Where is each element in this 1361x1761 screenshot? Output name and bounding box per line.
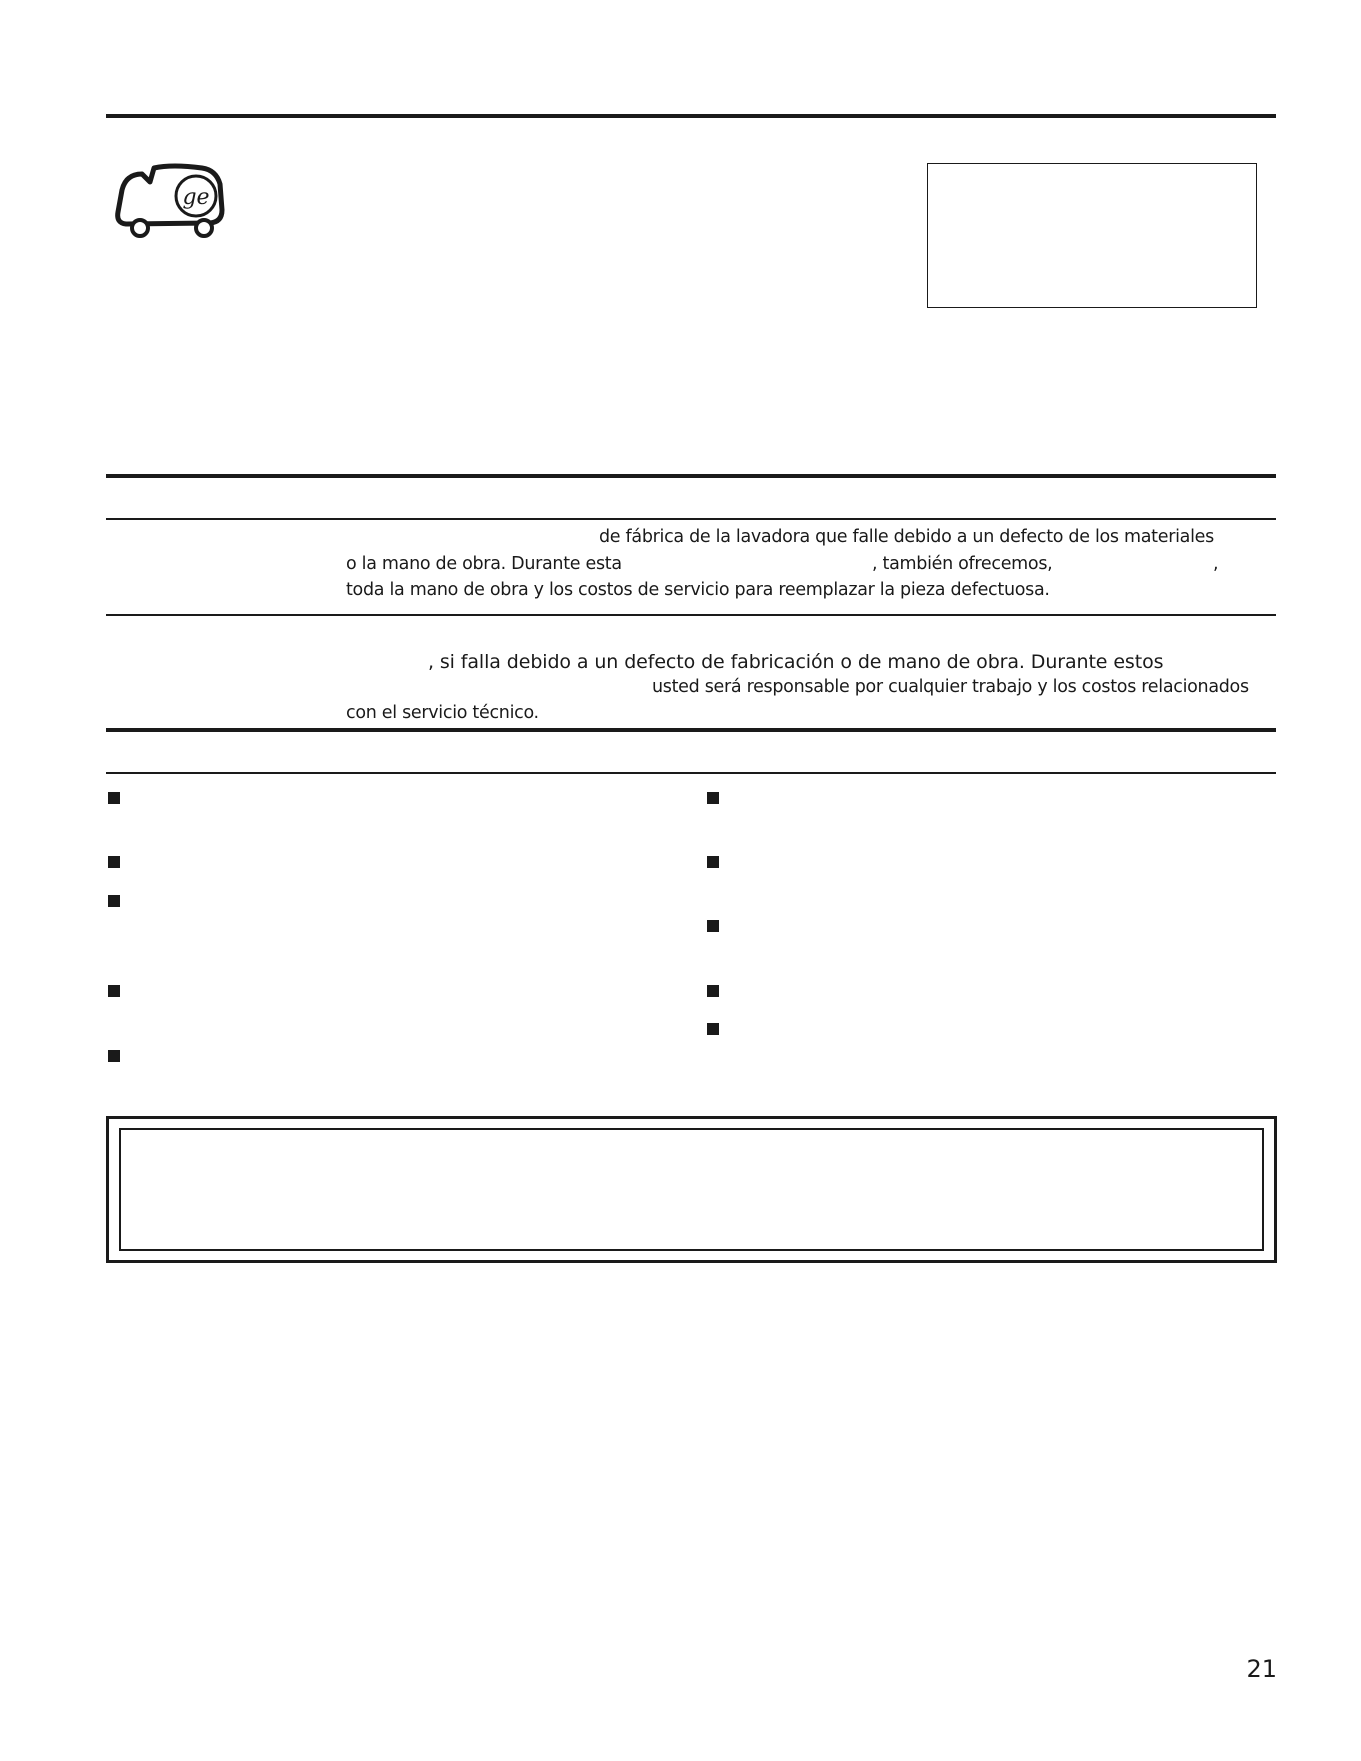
service-truck-icon bbox=[112, 160, 227, 240]
notice-box-inner bbox=[119, 1128, 1264, 1251]
bullet-marker bbox=[707, 920, 719, 932]
svg-text:ge: ge bbox=[182, 185, 210, 210]
bullet-marker bbox=[108, 856, 120, 868]
bullet-marker bbox=[108, 985, 120, 997]
section-rule bbox=[106, 474, 1276, 478]
warranty-text-line: toda la mano de obra y los costos de servicio para reemplazar la pieza defectuosa. bbox=[346, 580, 1050, 600]
warranty-text-line: usted será responsable por cualquier trabajo y los costos relacionados bbox=[652, 677, 1249, 697]
top-rule bbox=[106, 114, 1276, 118]
bullet-marker bbox=[108, 895, 120, 907]
bullet-marker bbox=[108, 792, 120, 804]
bullet-marker bbox=[707, 1023, 719, 1035]
model-serial-box bbox=[927, 163, 1257, 308]
row-rule bbox=[106, 518, 1276, 520]
section-rule bbox=[106, 728, 1276, 732]
warranty-text-line: , si falla debido a un defecto de fabricación o de mano de obra. Durante estos bbox=[428, 651, 1164, 673]
warranty-text-line: , bbox=[1213, 554, 1219, 574]
warranty-text-line: , también ofrecemos, bbox=[872, 554, 1053, 574]
bullet-marker bbox=[707, 792, 719, 804]
warranty-text-line: o la mano de obra. Durante esta bbox=[346, 554, 622, 574]
row-rule bbox=[106, 614, 1276, 616]
warranty-text-line: de fábrica de la lavadora que falle debido a un defecto de los materiales bbox=[599, 527, 1214, 547]
row-rule bbox=[106, 772, 1276, 774]
page-number: 21 bbox=[1246, 1655, 1277, 1683]
bullet-marker bbox=[707, 856, 719, 868]
warranty-text-line: con el servicio técnico. bbox=[346, 703, 539, 723]
bullet-marker bbox=[707, 985, 719, 997]
bullet-marker bbox=[108, 1050, 120, 1062]
